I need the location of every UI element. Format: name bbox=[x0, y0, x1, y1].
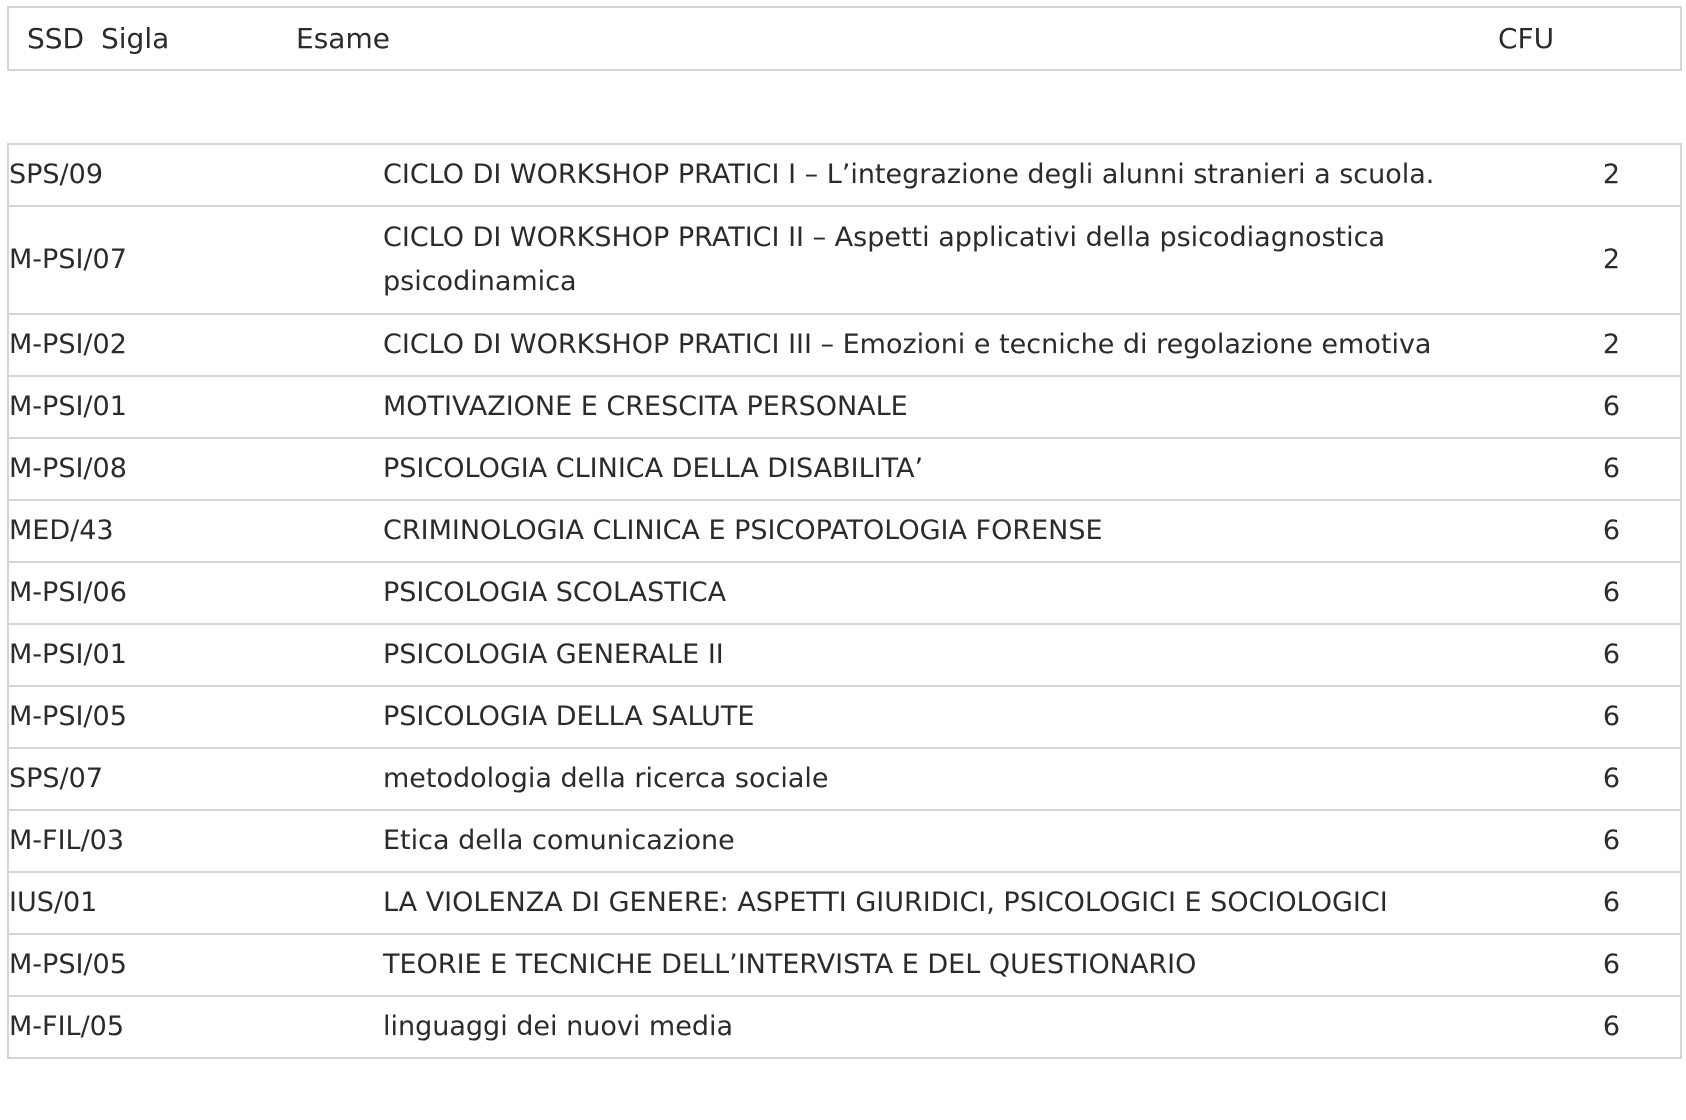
ssd-cell: M-PSI/01 bbox=[8, 376, 383, 438]
ssd-cell: M-FIL/05 bbox=[8, 996, 383, 1058]
exam-name-cell: Etica della comunicazione bbox=[383, 810, 1543, 872]
table-row bbox=[8, 996, 1681, 1058]
table-row bbox=[8, 500, 1681, 562]
table-row bbox=[8, 810, 1681, 872]
table-row bbox=[8, 144, 1681, 206]
table-row bbox=[8, 438, 1681, 500]
header-cfu: CFU bbox=[1498, 22, 1555, 55]
ssd-cell: M-PSI/07 bbox=[8, 206, 383, 314]
cfu-cell: 6 bbox=[1543, 438, 1681, 500]
ssd-cell: M-PSI/01 bbox=[8, 624, 383, 686]
ssd-cell: M-PSI/05 bbox=[8, 686, 383, 748]
exam-name-cell: CICLO DI WORKSHOP PRATICI II – Aspetti applicativi della psicodiagnostica psicodinamica bbox=[383, 206, 1543, 314]
table-row bbox=[8, 748, 1681, 810]
cfu-cell: 6 bbox=[1543, 500, 1681, 562]
ssd-cell: SPS/09 bbox=[8, 144, 383, 206]
cfu-cell: 6 bbox=[1543, 872, 1681, 934]
ssd-cell: M-FIL/03 bbox=[8, 810, 383, 872]
table-row bbox=[8, 934, 1681, 996]
cfu-cell: 2 bbox=[1543, 206, 1681, 314]
table-row bbox=[8, 562, 1681, 624]
table-row bbox=[8, 872, 1681, 934]
header-ssd: SSD bbox=[27, 22, 85, 55]
exam-name-cell: linguaggi dei nuovi media bbox=[383, 996, 1543, 1058]
table-row bbox=[8, 206, 1681, 314]
cfu-cell: 6 bbox=[1543, 376, 1681, 438]
ssd-cell: M-PSI/06 bbox=[8, 562, 383, 624]
ssd-cell: M-PSI/05 bbox=[8, 934, 383, 996]
courses-table bbox=[7, 143, 1682, 1059]
cfu-cell: 6 bbox=[1543, 686, 1681, 748]
cfu-cell: 6 bbox=[1543, 624, 1681, 686]
cfu-cell: 2 bbox=[1543, 144, 1681, 206]
exam-name-cell: LA VIOLENZA DI GENERE: ASPETTI GIURIDICI, PSICOLOGICI E SOCIOLOGICI bbox=[383, 872, 1543, 934]
header-sigla: Sigla bbox=[101, 22, 170, 55]
ssd-cell: M-PSI/02 bbox=[8, 314, 383, 376]
table-row bbox=[8, 624, 1681, 686]
exam-name-cell: PSICOLOGIA SCOLASTICA bbox=[383, 562, 1543, 624]
cfu-cell: 6 bbox=[1543, 934, 1681, 996]
exam-name-cell: PSICOLOGIA GENERALE II bbox=[383, 624, 1543, 686]
header-esame: Esame bbox=[296, 22, 390, 55]
table-header bbox=[7, 6, 1682, 71]
exam-name-cell: TEORIE E TECNICHE DELL’INTERVISTA E DEL QUESTIONARIO bbox=[383, 934, 1543, 996]
exam-name-cell: PSICOLOGIA CLINICA DELLA DISABILITA’ bbox=[383, 438, 1543, 500]
cfu-cell: 6 bbox=[1543, 996, 1681, 1058]
exam-name-cell: MOTIVAZIONE E CRESCITA PERSONALE bbox=[383, 376, 1543, 438]
exam-name-cell: metodologia della ricerca sociale bbox=[383, 748, 1543, 810]
cfu-cell: 6 bbox=[1543, 810, 1681, 872]
exam-name-cell: CICLO DI WORKSHOP PRATICI I – L’integrazione degli alunni stranieri a scuola. bbox=[383, 144, 1543, 206]
exam-name-cell: PSICOLOGIA DELLA SALUTE bbox=[383, 686, 1543, 748]
ssd-cell: SPS/07 bbox=[8, 748, 383, 810]
table-row bbox=[8, 686, 1681, 748]
cfu-cell: 6 bbox=[1543, 562, 1681, 624]
exam-name-cell: CICLO DI WORKSHOP PRATICI III – Emozioni e tecniche di regolazione emotiva bbox=[383, 314, 1543, 376]
exam-name-cell: CRIMINOLOGIA CLINICA E PSICOPATOLOGIA FORENSE bbox=[383, 500, 1543, 562]
cfu-cell: 6 bbox=[1543, 748, 1681, 810]
ssd-cell: M-PSI/08 bbox=[8, 438, 383, 500]
cfu-cell: 2 bbox=[1543, 314, 1681, 376]
table-row bbox=[8, 314, 1681, 376]
ssd-cell: MED/43 bbox=[8, 500, 383, 562]
ssd-cell: IUS/01 bbox=[8, 872, 383, 934]
table-row bbox=[8, 376, 1681, 438]
